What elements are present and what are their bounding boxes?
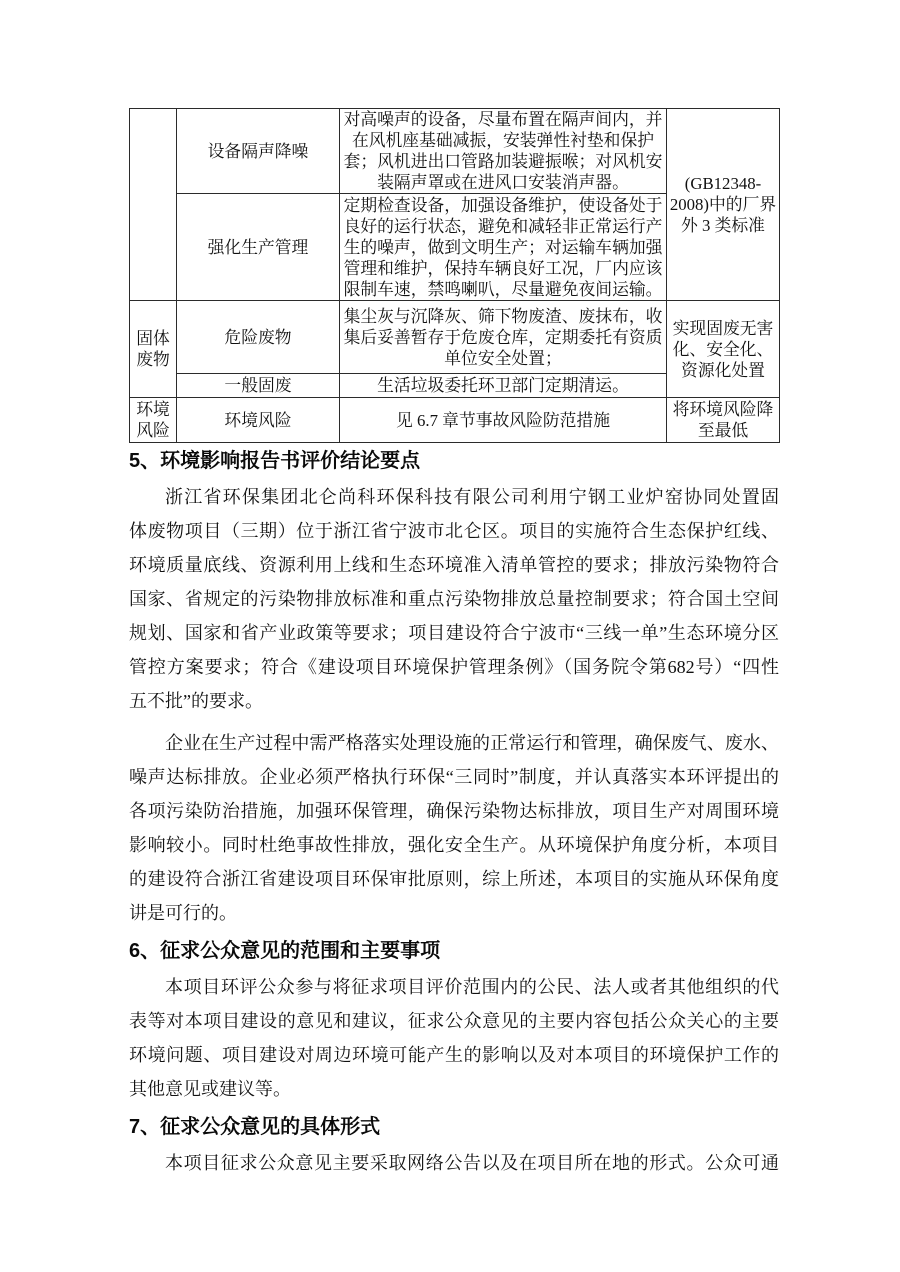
- cell-noise-description-1: 对高噪声的设备，尽量布置在隔声间内，并在风机座基础减振，安装弹性衬垫和保护套；风机进出口管路加装避振喉；对风机安装隔声罩或在进风口安装消声器。: [340, 109, 667, 194]
- section-5-heading: 5、环境影响报告书评价结论要点: [129, 450, 421, 472]
- cell-solid-waste-category: 固体废物: [130, 301, 177, 398]
- section-7: [129, 1114, 779, 1180]
- cell-solid-waste-goal: 实现固废无害化、安全化、资源化处置: [667, 301, 780, 398]
- section-5-paragraph-1: [129, 480, 779, 718]
- cell-risk-goal: 将环境风险降至最低: [667, 398, 780, 443]
- cell-noise-measure-1: 设备隔声降噪: [177, 109, 340, 194]
- text-line: 影响较小。同时杜绝事故性排放，强化安全生产。从环境保护角度分析，本项目: [129, 835, 779, 855]
- cell-noise-measure-2: 强化生产管理: [177, 194, 340, 301]
- cell-risk-measure: 环境风险: [177, 398, 340, 443]
- section-6: [129, 938, 779, 1106]
- cell-risk-description: 见 6.7 章节事故风险防范措施: [340, 398, 667, 443]
- text-line: 本项目征求公众意见主要采取网络公告以及在项目所在地的形式。公众可通: [165, 1153, 779, 1173]
- text-line: 管控方案要求；符合《建设项目环境保护管理条例》（国务院令第682号）“四性: [129, 657, 779, 677]
- cell-general-waste-description: 生活垃圾委托环卫部门定期清运。: [340, 374, 667, 398]
- ei-measures-table: [129, 108, 780, 443]
- section-5-paragraph-2: [129, 726, 779, 930]
- text-line: 浙江省环保集团北仑尚科环保科技有限公司利用宁钢工业炉窑协同处置固: [165, 487, 779, 507]
- text-line: 本项目环评公众参与将征求项目评价范围内的公民、法人或者其他组织的代: [165, 977, 779, 997]
- section-6-heading: 6、征求公众意见的范围和主要事项: [129, 940, 441, 962]
- cell-general-waste-measure: 一般固废: [177, 374, 340, 398]
- text-line: 规划、国家和省产业政策等要求；项目建设符合宁波市“三线一单”生态环境分区: [129, 623, 779, 643]
- cell-noise-category: [130, 109, 177, 301]
- section-7-paragraph-1: [129, 1146, 779, 1180]
- text-line: 环境质量底线、资源利用上线和生态环境准入清单管控的要求；排放污染物符合: [129, 555, 779, 575]
- text-line: 环境问题、项目建设对周边环境可能产生的影响以及对本项目的环境保护工作的: [129, 1045, 779, 1065]
- section-7-heading: 7、征求公众意见的具体形式: [129, 1116, 381, 1138]
- text-line: 国家、省规定的污染物排放标准和重点污染物排放总量控制要求；符合国土空间: [129, 589, 779, 609]
- table-row-hazardous-waste: [130, 301, 780, 374]
- text-line: 表等对本项目建设的意见和建议，征求公众意见的主要内容包括公众关心的主要: [129, 1011, 779, 1031]
- text-line: 其他意见或建议等。: [129, 1079, 291, 1099]
- text-line: 体废物项目（三期）位于浙江省宁波市北仑区。项目的实施符合生态保护红线、: [129, 521, 779, 541]
- cell-noise-goal: (GB12348-2008)中的厂界外 3 类标准: [667, 109, 780, 301]
- table-row-noise-1: [130, 109, 780, 194]
- section-6-paragraph-1: [129, 970, 779, 1106]
- text-line: 五不批”的要求。: [129, 691, 263, 711]
- cell-hazardous-waste-measure: 危险废物: [177, 301, 340, 374]
- cell-hazardous-waste-description: 集尘灰与沉降灰、筛下物废渣、废抹布，收集后妥善暂存于危废仓库，定期委托有资质单位安全处置；: [340, 301, 667, 374]
- text-line: 的建设符合浙江省建设项目环保审批原则，综上所述，本项目的实施从环保角度: [129, 869, 779, 889]
- text-line: 讲是可行的。: [129, 903, 237, 923]
- section-5: [129, 448, 779, 930]
- cell-noise-description-2: 定期检查设备，加强设备维护，使设备处于良好的运行状态，避免和减轻非正常运行产生的噪声，做到文明生产；对运输车辆加强管理和维护，保持车辆良好工况，厂内应该限制车速，禁鸣喇叭，尽量避免夜间运输。: [340, 194, 667, 301]
- cell-risk-category: 环境风险: [130, 398, 177, 443]
- text-line: 各项污染防治措施，加强环保管理，确保污染物达标排放，项目生产对周围环境: [129, 801, 779, 821]
- text-line: 噪声达标排放。企业必须严格执行环保“三同时”制度，并认真落实本环评提出的: [129, 767, 779, 787]
- table-row-environment-risk: [130, 398, 780, 443]
- page-content: [129, 108, 779, 1188]
- text-line: 企业在生产过程中需严格落实处理设施的正常运行和管理，确保废气、废水、: [165, 733, 779, 753]
